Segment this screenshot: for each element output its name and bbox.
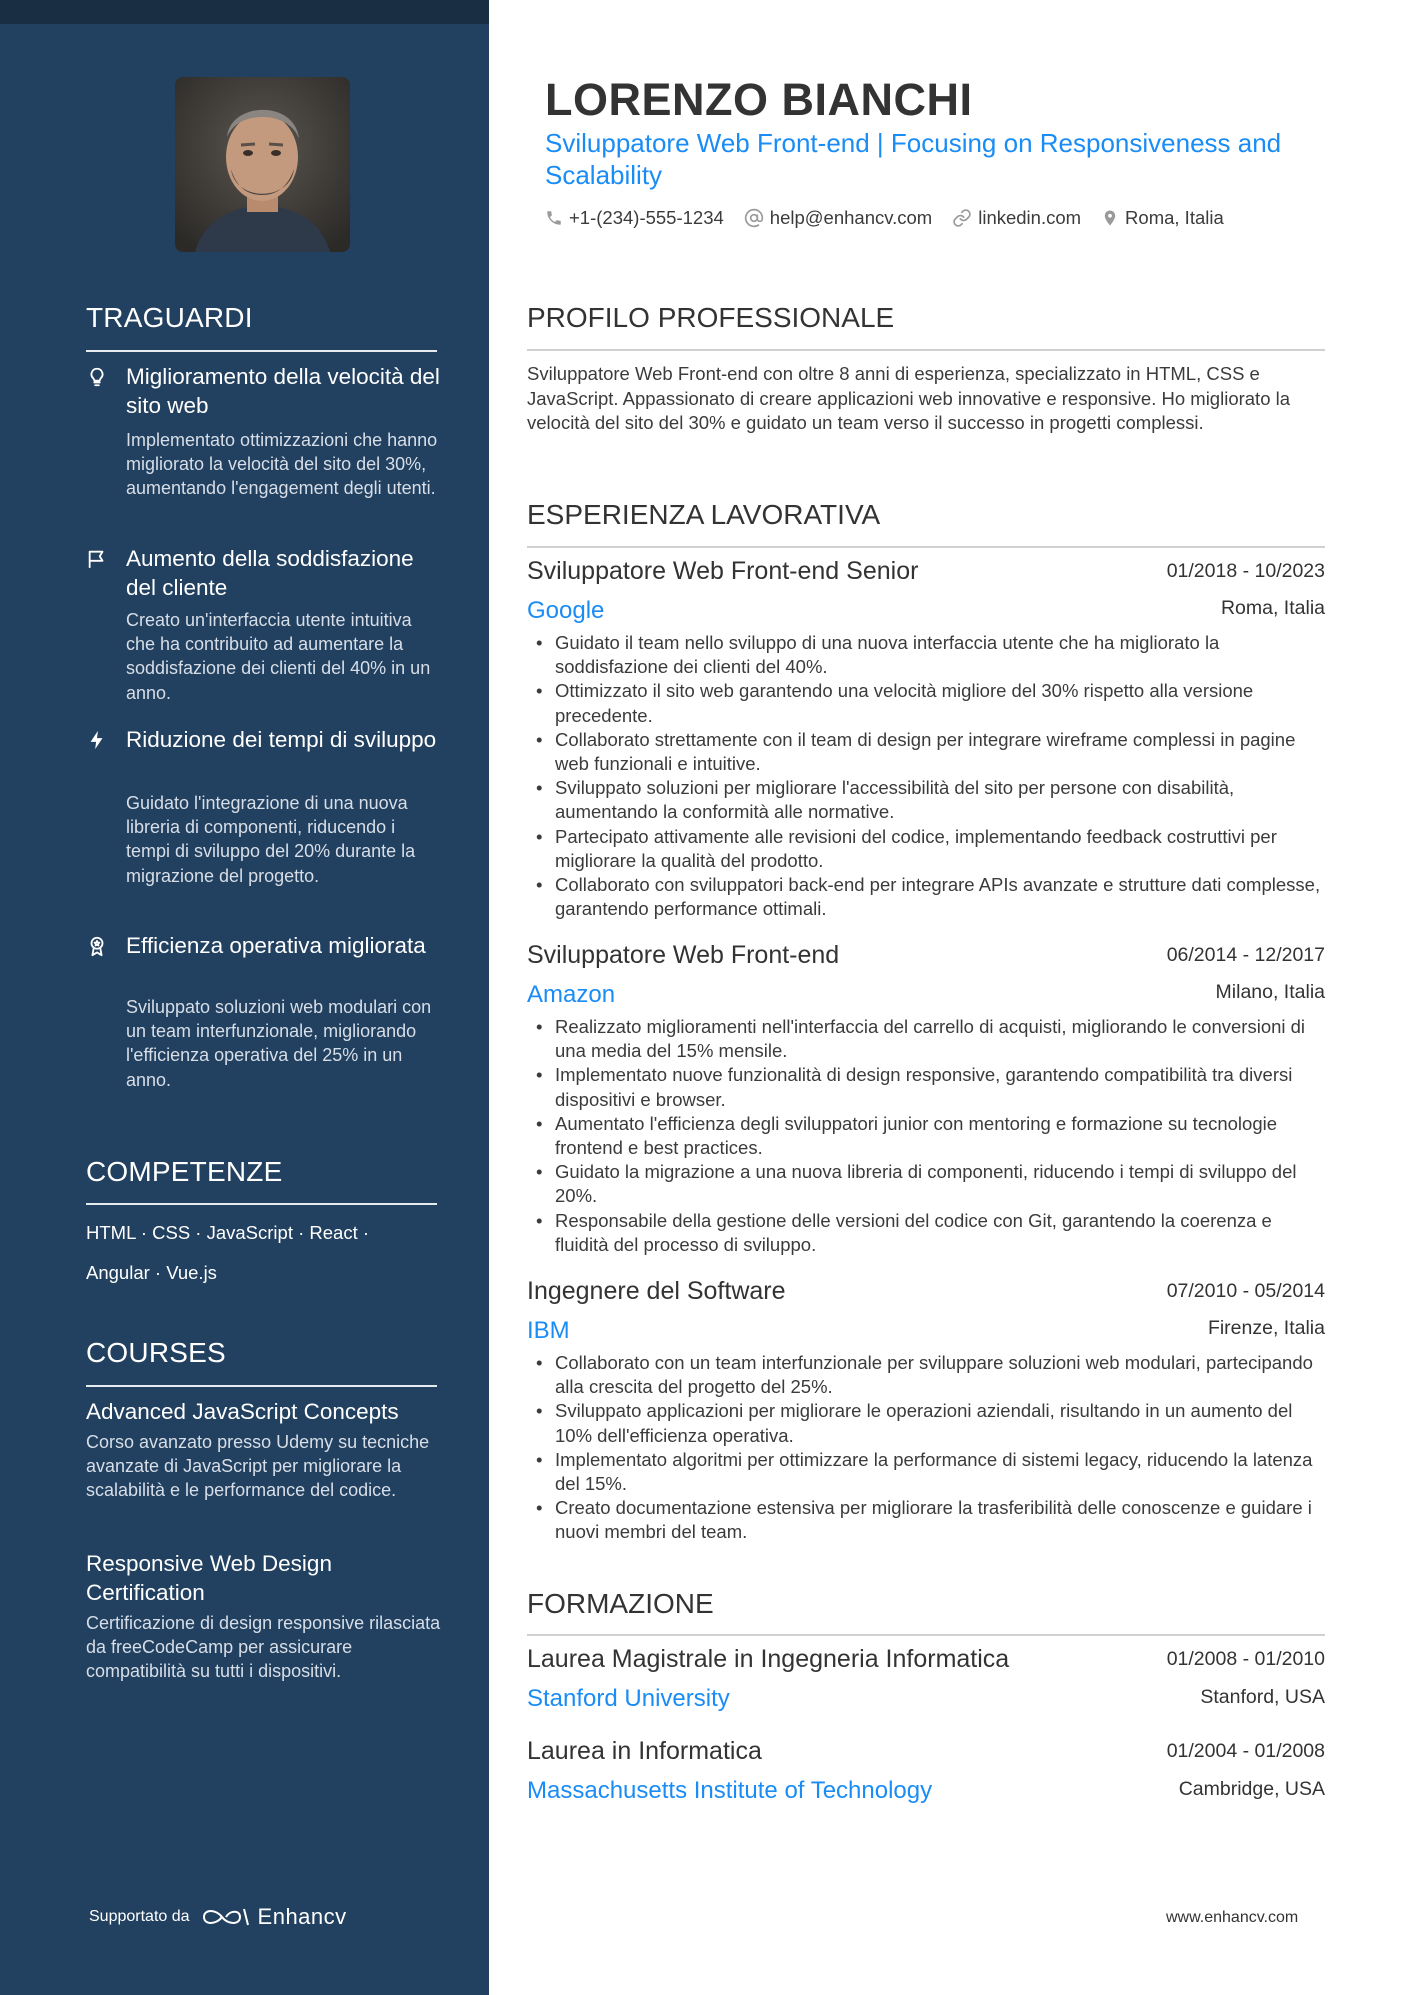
- job-location: Milano, Italia: [1215, 981, 1325, 1003]
- job-bullet: • Collaborato con un team interfunzionale per sviluppare soluzioni web modulari, partecipando alla crescita del progetto del 25%.: [527, 1351, 1325, 1399]
- job-bullet: • Realizzato miglioramenti nell'interfaccia del carrello di acquisti, migliorando le conversioni di una media del 15% mensile.: [527, 1015, 1325, 1063]
- education-location: Cambridge, USA: [1178, 1778, 1325, 1800]
- job-dates: 01/2018 - 10/2023: [1166, 560, 1325, 582]
- flag-icon: [86, 548, 108, 570]
- education-title: FORMAZIONE: [527, 1588, 714, 1619]
- job-company: IBM: [527, 1317, 570, 1344]
- phone-icon: [545, 209, 563, 227]
- course-item: [86, 1397, 441, 1503]
- education-entry: [527, 1645, 1325, 1725]
- education-location: Stanford, USA: [1200, 1686, 1325, 1708]
- skills-title: COMPETENZE: [86, 1156, 283, 1187]
- job-bullets: [527, 1015, 1325, 1257]
- achievement-title: Efficienza operativa migliorata: [126, 933, 426, 958]
- job-role: Sviluppatore Web Front-end: [527, 941, 840, 969]
- education-divider: [527, 1634, 1325, 1636]
- job-entry: [527, 1277, 1325, 1545]
- job-bullet: • Implementato nuove funzionalità di design responsive, garantendo compatibilità tra diversi dispositivi e browser.: [527, 1063, 1325, 1111]
- course-title: Responsive Web Design Certification: [86, 1551, 332, 1605]
- profile-photo: [175, 77, 350, 252]
- profile-divider: [527, 349, 1325, 351]
- job-bullet: • Ottimizzato il sito web garantendo una velocità migliore del 30% rispetto alla versione precedente.: [527, 679, 1325, 727]
- course-desc: Corso avanzato presso Udemy su tecniche avanzate di JavaScript per migliorare la scalabilità e le performance del codice.: [86, 1432, 430, 1501]
- contact-linkedin[interactable]: [952, 207, 1081, 229]
- job-bullet: • Guidato il team nello sviluppo di una nuova interfaccia utente che ha migliorato la soddisfazione dei clienti del 40%.: [527, 631, 1325, 679]
- achievement-desc: Guidato l'integrazione di una nuova libreria di componenti, riducendo i tempi di sviluppo del 20% durante la migrazione del progetto.: [126, 793, 416, 886]
- location-pin-icon: [1101, 208, 1119, 228]
- job-bullet: • Sviluppato soluzioni per migliorare l'accessibilità del sito per persone con disabilità, aumentando la conformità alle normative.: [527, 776, 1325, 824]
- job-role: Sviluppatore Web Front-end Senior: [527, 557, 919, 585]
- job-company: Amazon: [527, 981, 616, 1008]
- contact-phone-text: +1-(234)-555-1234: [569, 207, 724, 228]
- medal-icon: [86, 935, 108, 957]
- lightning-icon: [86, 729, 108, 751]
- achievements-title: TRAGUARDI: [86, 302, 253, 333]
- job-bullet: • Creato documentazione estensiva per migliorare la trasferibilità delle conoscenze e guidare i nuovi membri del team.: [527, 1496, 1325, 1544]
- contact-phone[interactable]: [545, 207, 724, 229]
- contact-location-text: Roma, Italia: [1125, 207, 1224, 228]
- sidebar: [0, 0, 489, 1995]
- footer-website[interactable]: www.enhancv.com: [1166, 1909, 1299, 1926]
- profile-text: Sviluppatore Web Front-end con oltre 8 anni di esperienza, specializzato in HTML, CSS e JavaScript. Appassionato di creare applicazioni web innovative e responsive. Ho migliorato la velocità del sito del 30% e guidato un team verso il successo in progetti complessi.: [527, 363, 1291, 433]
- contact-linkedin-text: linkedin.com: [978, 207, 1082, 228]
- education-school: Massachusetts Institute of Technology: [527, 1777, 933, 1804]
- brand-name: Enhancv: [257, 1904, 347, 1929]
- job-bullet: • Collaborato con sviluppatori back-end per integrare APIs avanzate e strutture dati complesse, garantendo performance ottimali.: [527, 873, 1325, 921]
- candidate-subtitle: Sviluppatore Web Front-end | Focusing on Responsiveness and Scalability: [545, 128, 1282, 190]
- experience-divider: [527, 546, 1325, 548]
- skills-list: [86, 1213, 416, 1293]
- at-icon: [744, 208, 764, 228]
- job-entry: [527, 557, 1325, 921]
- course-desc: Certificazione di design responsive rilasciata da freeCodeCamp per assicurare compatibilità su tutti i dispositivi.: [86, 1613, 441, 1682]
- achievement-title: Riduzione dei tempi di sviluppo: [126, 727, 437, 752]
- job-location: Roma, Italia: [1220, 597, 1325, 619]
- contact-email-text: help@enhancv.com: [769, 207, 933, 228]
- achievements-divider: [86, 350, 437, 352]
- job-dates: 06/2014 - 12/2017: [1166, 944, 1325, 966]
- job-bullet: • Aumentato l'efficienza degli sviluppatori junior con mentoring e formazione su tecnologie frontend e best practices.: [527, 1112, 1325, 1160]
- job-bullet: • Responsabile della gestione delle versioni del codice con Git, garantendo la coerenza e fluidità del processo di sviluppo.: [527, 1209, 1325, 1257]
- contact-email[interactable]: [744, 207, 932, 229]
- education-dates: 01/2004 - 01/2008: [1166, 1740, 1325, 1762]
- achievement-desc: Implementato ottimizzazioni che hanno migliorato la velocità del sito del 30%, aumentando l'engagement degli utenti.: [126, 430, 438, 499]
- job-bullet: • Sviluppato applicazioni per migliorare le operazioni aziendali, risultando in un aumento del 10% dell'efficienza operativa.: [527, 1399, 1325, 1447]
- main-content: [489, 0, 1410, 1995]
- course-item: [86, 1549, 441, 1684]
- candidate-name: LORENZO BIANCHI: [545, 74, 973, 125]
- job-bullet: • Implementato algoritmi per ottimizzare la performance di sistemi legacy, riducendo la latenza del 15%.: [527, 1448, 1325, 1496]
- job-company: Google: [527, 597, 605, 624]
- achievement-desc: Creato un'interfaccia utente intuitiva che ha contribuito ad aumentare la soddisfazione dei clienti del 40% in un anno.: [126, 610, 431, 703]
- contact-bar: [545, 207, 1244, 229]
- education-dates: 01/2008 - 01/2010: [1166, 1648, 1325, 1670]
- education-entry: [527, 1737, 1325, 1817]
- profile-title: PROFILO PROFESSIONALE: [527, 302, 895, 333]
- powered-by: [89, 1904, 347, 1930]
- skills-divider: [86, 1203, 437, 1205]
- courses-divider: [86, 1385, 437, 1387]
- skills-line: Angular · Vue.js: [86, 1262, 217, 1283]
- education-degree: Laurea Magistrale in Ingegneria Informatica: [527, 1645, 1010, 1673]
- experience-title: ESPERIENZA LAVORATIVA: [527, 499, 881, 530]
- job-location: Firenze, Italia: [1207, 1317, 1325, 1339]
- powered-by-label: Supportato da: [89, 1908, 190, 1925]
- achievement-desc: Sviluppato soluzioni web modulari con un team interfunzionale, migliorando l'efficienza operativa del 25% in un anno.: [126, 997, 432, 1090]
- job-bullet: • Guidato la migrazione a una nuova libreria di componenti, riducendo i tempi di sviluppo del 20%.: [527, 1160, 1325, 1208]
- enhancv-logo-icon: [200, 1904, 252, 1930]
- education-degree: Laurea in Informatica: [527, 1737, 762, 1765]
- link-icon: [952, 208, 972, 228]
- job-bullet: • Collaborato strettamente con il team di design per integrare wireframe complessi in pagine web funzionali e intuitive.: [527, 728, 1325, 776]
- achievement-title: Aumento della soddisfazione del cliente: [126, 546, 414, 600]
- job-bullets: [527, 1351, 1325, 1545]
- achievement-title: Miglioramento della velocità del sito web: [126, 364, 440, 418]
- job-dates: 07/2010 - 05/2014: [1166, 1280, 1325, 1302]
- job-role: Ingegnere del Software: [527, 1277, 786, 1305]
- job-bullets: [527, 631, 1325, 921]
- sidebar-top-bar: [0, 0, 489, 24]
- courses-title: COURSES: [86, 1337, 226, 1368]
- lightbulb-icon: [86, 366, 108, 388]
- contact-location: [1101, 207, 1224, 229]
- course-title: Advanced JavaScript Concepts: [86, 1399, 399, 1424]
- job-entry: [527, 941, 1325, 1257]
- education-school: Stanford University: [527, 1685, 730, 1712]
- skills-line: HTML · CSS · JavaScript · React ·: [86, 1222, 370, 1243]
- job-bullet: • Partecipato attivamente alle revisioni del codice, implementando feedback costruttivi per migliorare la qualità del prodotto.: [527, 825, 1325, 873]
